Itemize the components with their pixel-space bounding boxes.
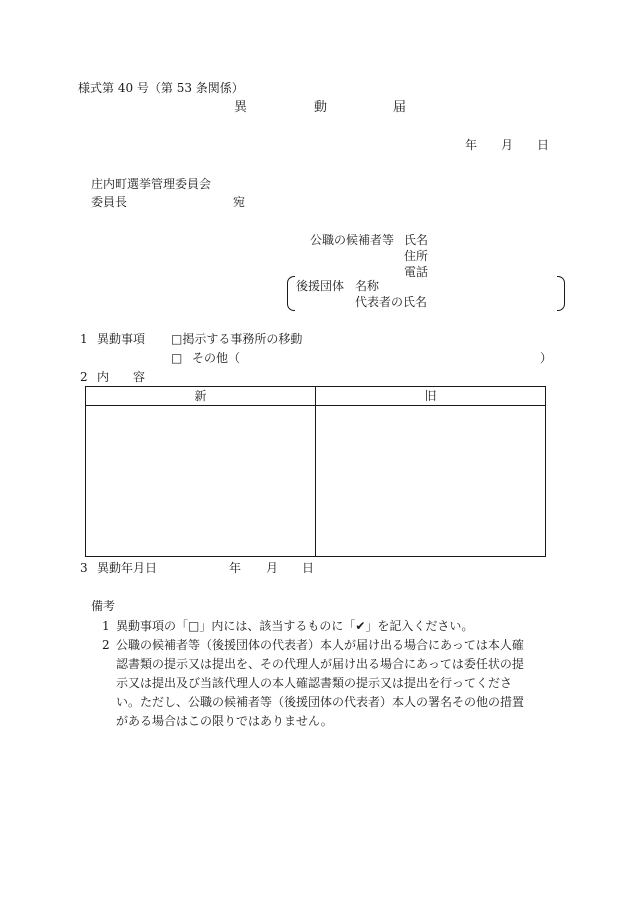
option-office-move[interactable]: □掲示する事務所の移動 bbox=[171, 332, 303, 346]
option-other-checkbox[interactable]: □ bbox=[171, 351, 183, 365]
note-2-number: 2 bbox=[102, 638, 110, 652]
title-char-2: 動 bbox=[314, 100, 328, 115]
note-2-text: 公職の候補者等（後援団体の代表者）本人が届け出る場合にあっては本人確認書類の提示又は提出を、その代理人が届け出る場合にあっては委任状の提示又は提出及び当該代理人の本人確認書類の提示又は提出を行ってください。ただし、公職の候補者等（後援団体の代表者）本人の署名その他の措置がある場合はこの限りではありません。 bbox=[116, 638, 525, 728]
section3-day: 日 bbox=[302, 561, 315, 575]
option-other-close: ） bbox=[540, 351, 553, 365]
section2-label: 内 容 bbox=[97, 370, 146, 384]
representative-label: 代表者の氏名 bbox=[355, 295, 428, 309]
section3-number: 3 bbox=[80, 561, 88, 575]
note-1-text: 異動事項の「□」内には、該当するものに「✔」を記入ください。 bbox=[116, 619, 474, 633]
title-char-3: 届 bbox=[393, 100, 407, 115]
section3-label: 異動年月日 bbox=[97, 561, 158, 575]
column-new-header: 新 bbox=[86, 387, 316, 406]
date-month-label: 月 bbox=[501, 138, 514, 152]
group-name-label: 名称 bbox=[355, 279, 380, 293]
right-bracket bbox=[557, 276, 565, 311]
section2-number: 2 bbox=[80, 370, 88, 384]
note-1-number: 1 bbox=[102, 619, 110, 633]
candidate-label: 公職の候補者等 bbox=[310, 233, 395, 247]
section1-label: 異動事項 bbox=[97, 332, 146, 346]
old-content-cell[interactable] bbox=[316, 406, 546, 557]
title-char-1: 異 bbox=[234, 100, 248, 115]
date-day-label: 日 bbox=[537, 138, 550, 152]
recipient-committee: 庄内町選挙管理委員会 bbox=[91, 177, 212, 191]
address-label: 住所 bbox=[404, 249, 429, 263]
phone-label: 電話 bbox=[404, 265, 429, 279]
form-number: 様式第 40 号（第 53 条関係） bbox=[78, 81, 244, 95]
new-content-cell[interactable] bbox=[86, 406, 316, 557]
name-label: 氏名 bbox=[404, 233, 429, 247]
date-year-label: 年 bbox=[465, 138, 478, 152]
group-label: 後援団体 bbox=[296, 279, 345, 293]
section3-month: 月 bbox=[266, 561, 279, 575]
notes-heading: 備考 bbox=[91, 599, 116, 613]
section1-number: 1 bbox=[80, 332, 88, 346]
recipient-honorific: 宛 bbox=[233, 195, 246, 209]
column-old-header: 旧 bbox=[316, 387, 546, 406]
recipient-chair: 委員長 bbox=[91, 195, 128, 209]
section3-year: 年 bbox=[229, 561, 242, 575]
content-table bbox=[85, 386, 546, 557]
option-other-label: その他（ bbox=[192, 351, 241, 365]
left-bracket bbox=[287, 276, 295, 311]
